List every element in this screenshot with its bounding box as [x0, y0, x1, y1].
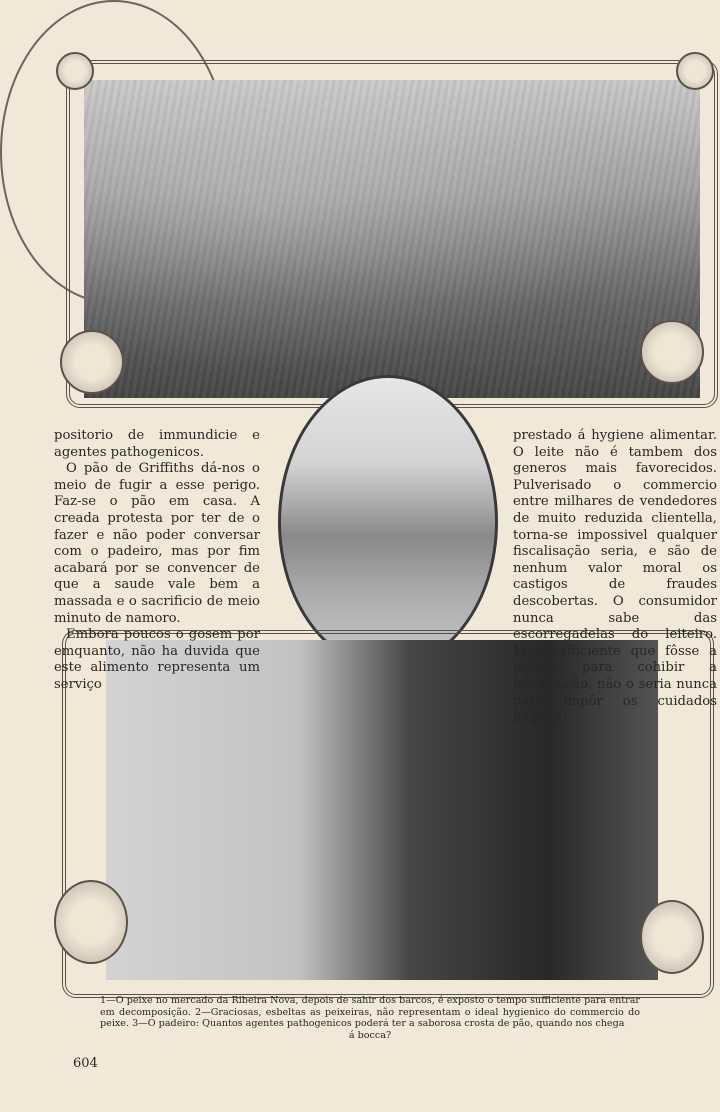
- photo-caption: [100, 995, 640, 1041]
- paragraph: positorio de immundicie e agentes pathogenicos.: [54, 428, 260, 460]
- ornament-corner-top-left: [56, 52, 94, 90]
- caption-text: 1—O peixe no mercado da Ribeira Nova, depois de sahir dos barcos, é exposto o tempo sufficiente para entrar em decomposição. 2—Graciosas, esbeltas as peixeiras, não representam o ideal hygienico do commercio do peixe. 3—O padeiro: Quantos agentes pathogenicos poderá ter a saborosa crosta de pão, quando nos chega: [100, 995, 640, 1030]
- ornament-corner-top-right: [676, 52, 714, 90]
- photo-fish-market: [84, 80, 700, 398]
- page-number: 604: [73, 1056, 98, 1071]
- photo-fishwives-oval: [278, 375, 498, 669]
- ornament-fish-right: [640, 320, 704, 384]
- paragraph: O pão de Griffiths dá-nos o meio de fugir a esse perigo. Faz-se o pão em casa. A creada protesta por ter de o fazer e não poder conversar com o padeiro, mas por fim acabará por se convencer de que a saude vale bem a massada e o sacrificio de meio minuto de namoro.: [54, 461, 260, 626]
- paragraph: Embora poucos o gosem por emquanto, não ha duvida que este alimento representa um serviço: [54, 627, 260, 692]
- ornament-bird-left: [54, 880, 128, 964]
- text-column-left: [54, 428, 260, 694]
- text-column-right: [513, 428, 717, 727]
- ornament-fish-left: [60, 330, 124, 394]
- paragraph: prestado á hygiene alimentar. O leite não é tambem dos generos mais favorecidos. Pulverisado o commercio entre milhares de vendedores de muito reduzida clientella, torna-se impossivel qualquer fiscalisação seria, e são de nenhum valor moral os castigos de fraudes descobertas. O consumidor nunca sabe das escorregadelas do leiteiro. Mas sufficiente que fôsse a policia para cohibir a falsificação, não o seria nunca para impôr os cuidados hygieni-: [513, 428, 717, 726]
- ornament-bird-right: [640, 900, 704, 974]
- caption-last-line: á bocca?: [348, 1029, 392, 1041]
